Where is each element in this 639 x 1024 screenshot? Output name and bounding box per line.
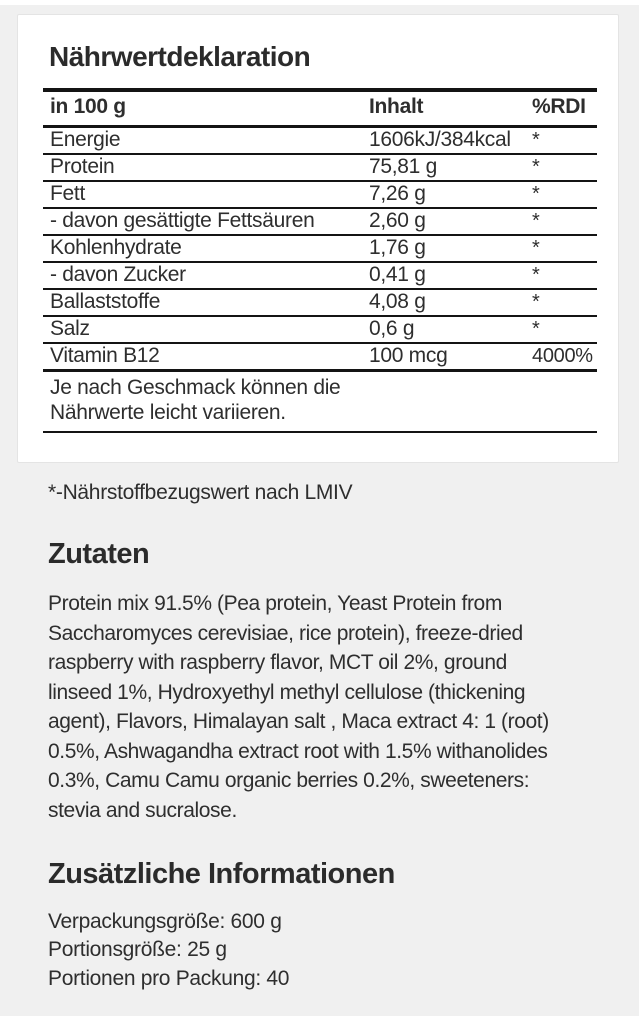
table-footnote-line: Je nach Geschmack können die xyxy=(50,376,341,399)
row-label: - davon Zucker xyxy=(43,262,363,289)
ingredients-text xyxy=(48,589,549,825)
table-footnote-row xyxy=(43,371,597,433)
row-rdi: * xyxy=(529,235,597,262)
row-label: Kohlenhydrate xyxy=(43,235,363,262)
portion-size-line: Portionsgröße: 25 g xyxy=(48,938,227,962)
row-rdi: * xyxy=(529,316,597,343)
row-value: 1,76 g xyxy=(363,235,529,262)
ingredients-line: raspberry with raspberry flavor, MCT oil 2%, ground xyxy=(48,651,507,674)
ingredients-line: 0.5%, Ashwagandha extract root with 1.5% withanolides xyxy=(48,739,548,763)
row-value: 2,60 g xyxy=(363,208,529,235)
ingredients-line: agent), Flavors, Himalayan salt , Maca extract 4: 1 (root) xyxy=(48,710,549,733)
row-label: - davon gesättigte Fettsäuren xyxy=(43,208,363,235)
ingredients-line: Saccharomyces cerevisiae, rice protein), freeze-dried xyxy=(48,621,523,645)
row-value: 100 mcg xyxy=(363,343,529,371)
row-value: 1606kJ/384kcal xyxy=(363,127,529,155)
table-row-salt xyxy=(43,316,597,343)
background-panel xyxy=(0,5,639,1016)
portions-per-package-line: Portionen pro Packung: 40 xyxy=(48,966,290,990)
ingredients-line: linseed 1%, Hydroxyethyl methyl cellulose (thickening xyxy=(48,680,526,704)
rdi-reference-note: *-Nährstoffbezugswert nach LMIV xyxy=(48,481,353,504)
additional-info-text xyxy=(48,908,289,993)
row-label: Salz xyxy=(43,316,363,343)
row-value: 75,81 g xyxy=(363,154,529,181)
row-rdi: * xyxy=(529,154,597,181)
row-rdi: * xyxy=(529,127,597,155)
row-rdi: * xyxy=(529,208,597,235)
nutrition-card xyxy=(17,14,619,463)
row-label: Fett xyxy=(43,181,363,208)
package-size-line: Verpackungsgröße: 600 g xyxy=(48,910,282,933)
column-header-content: Inhalt xyxy=(363,90,529,127)
row-value: 0,41 g xyxy=(363,262,529,289)
table-row-fat xyxy=(43,181,597,208)
row-label: Energie xyxy=(43,127,363,155)
row-value: 0,6 g xyxy=(363,316,529,343)
table-footnote xyxy=(43,371,597,433)
table-footnote-line: Nährwerte leicht variieren. xyxy=(50,401,286,424)
nutrition-card-title: Nährwertdeklaration xyxy=(49,41,311,72)
table-row-vitamin-b12 xyxy=(43,343,597,371)
row-rdi: * xyxy=(529,262,597,289)
row-rdi: * xyxy=(529,289,597,316)
ingredients-heading: Zutaten xyxy=(48,538,150,570)
ingredients-line: stevia and sucralose. xyxy=(48,798,237,822)
row-rdi: 4000% xyxy=(529,343,597,371)
nutrition-table-header-row xyxy=(43,90,597,127)
table-row-saturated-fat xyxy=(43,208,597,235)
column-header-per-100g: in 100 g xyxy=(43,90,363,127)
row-value: 7,26 g xyxy=(363,181,529,208)
ingredients-line: Protein mix 91.5% (Pea protein, Yeast Protein from xyxy=(48,592,502,615)
row-label: Ballaststoffe xyxy=(43,289,363,316)
row-rdi: * xyxy=(529,181,597,208)
ingredients-line: 0.3%, Camu Camu organic berries 0.2%, sweeteners: xyxy=(48,769,530,792)
table-row-energy xyxy=(43,127,597,155)
row-value: 4,08 g xyxy=(363,289,529,316)
row-label: Protein xyxy=(43,154,363,181)
nutrition-table xyxy=(43,88,597,433)
table-row-carbohydrates xyxy=(43,235,597,262)
column-header-rdi: %RDI xyxy=(529,90,597,127)
table-row-protein xyxy=(43,154,597,181)
additional-info-heading: Zusätzliche Informationen xyxy=(48,858,395,890)
table-row-sugar xyxy=(43,262,597,289)
table-row-fiber xyxy=(43,289,597,316)
row-label: Vitamin B12 xyxy=(43,343,363,371)
